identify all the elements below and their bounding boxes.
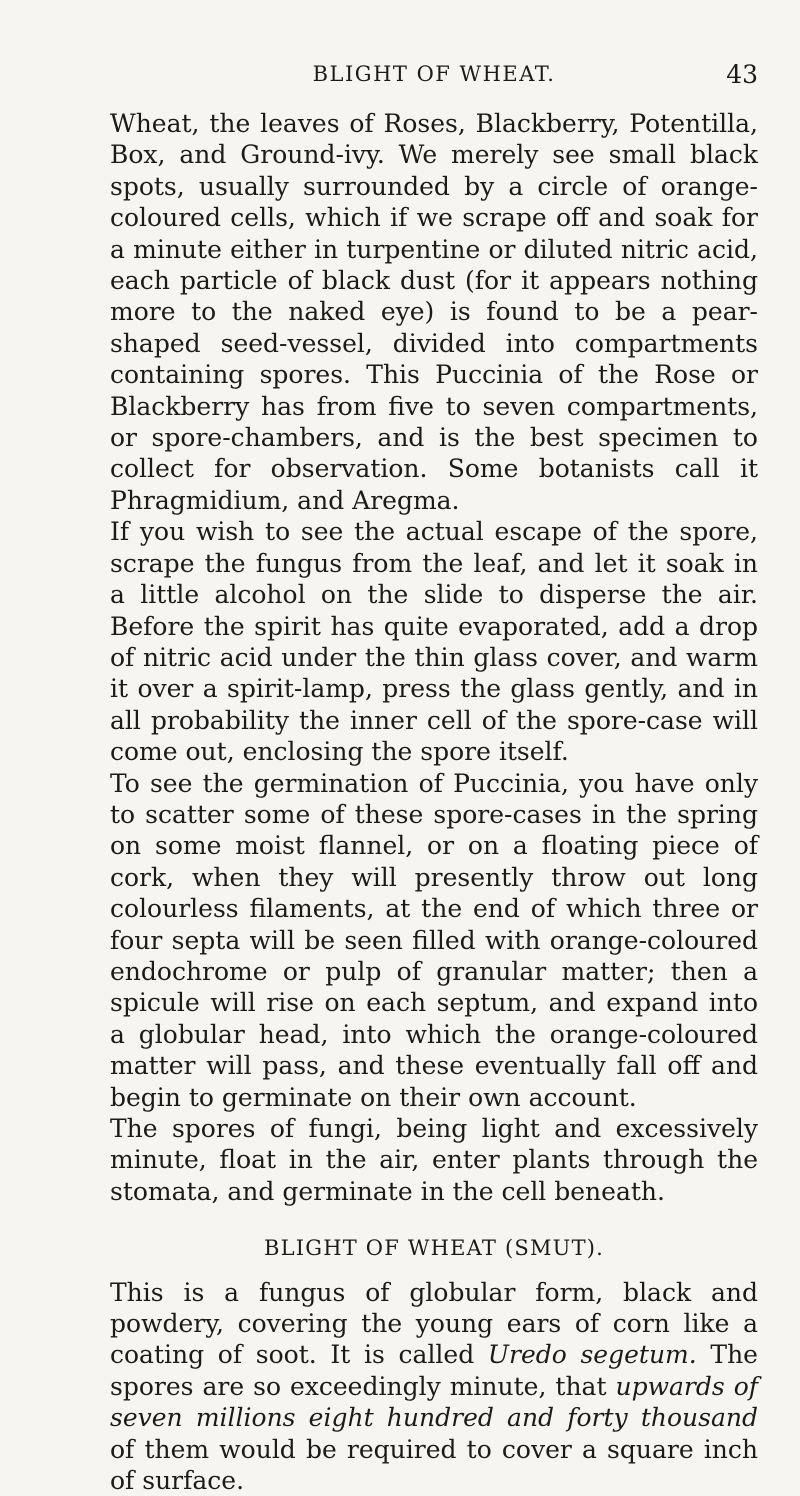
paragraph [110, 1277, 758, 1496]
page-number: 43 [726, 60, 758, 89]
paragraph: To see the germination of Puccinia, you have only to scatter some of these spore-cases in the spring on some moist flannel, or on a floating piece of cork, when they will presently throw out long colourless filaments, at the end of which three or four septa will be seen filled with orange-coloured endochrome or pulp of granular matter; then a spicule will rise on each septum, and expand into a globular head, into which the orange-coloured matter will pass, and these eventually fall off and begin to germinate on their own account. [110, 768, 758, 1112]
paragraph: If you wish to see the actual escape of the spore, scrape the fungus from the leaf, and let it soak in a little alcohol on the slide to disperse the air. Before the spirit has quite evaporated, add a drop of nitric acid under the thin glass cover, and warm it over a spirit-lamp, press the glass gently, and in all probability the inner cell of the spore-case will come out, enclosing the spore itself. [110, 517, 758, 767]
emphasis-text: upwards of seven millions eight hundred and forty thousand [110, 1371, 758, 1433]
body-text [110, 108, 758, 1496]
species-name: Uredo segetum. [487, 1340, 697, 1370]
paragraph-text: The spores are so exceedingly minute, that [110, 1340, 758, 1401]
running-head [110, 62, 758, 92]
paragraph: Wheat, the leaves of Roses, Blackberry, Potentilla, Box, and Ground-ivy. We merely see small black spots, usually surrounded by a circle of orange-coloured cells, which if we scrape off and soak for a minute either in turpentine or diluted nitric acid, each particle of black dust (for it appears nothing more to the naked eye) is found to be a pear-shaped seed-vessel, divided into compartments containing spores. This Puccinia of the Rose or Blackberry has from five to seven compartments, or spore-chambers, and is the best specimen to collect for observation. Some botanists call it Phragmidium, and Aregma. [110, 109, 758, 515]
paragraph-text: of them would be required to cover a square inch of surface. [110, 1434, 758, 1496]
section-heading: BLIGHT OF WHEAT (SMUT). [263, 1236, 605, 1261]
paragraph-text: This is a fungus of globular form, black and powdery, covering the young ears of corn like a coating of soot. It is called [110, 1277, 758, 1370]
running-title: BLIGHT OF WHEAT. [312, 62, 556, 86]
paragraph: The spores of fungi, being light and excessively minute, float in the air, enter plants through the stomata, and germinate in the cell beneath. [110, 1114, 758, 1206]
